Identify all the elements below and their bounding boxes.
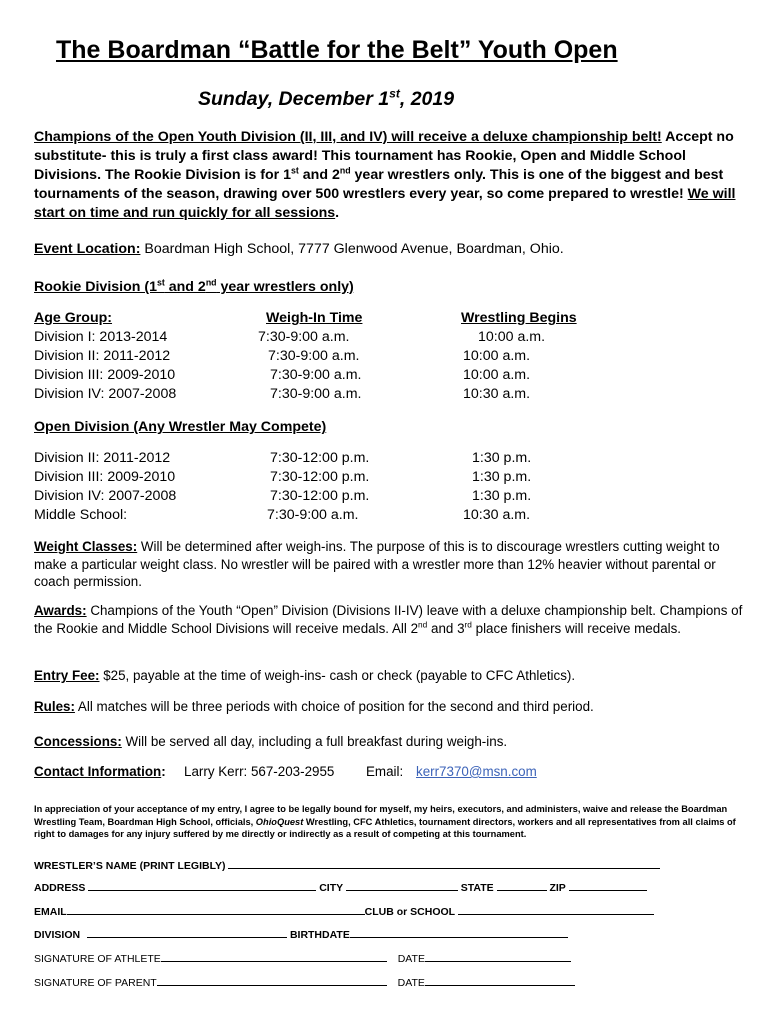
col-age-group: Age Group: (34, 310, 113, 326)
table-row: Division II: 2011-2012 7:30-12:00 p.m. 1:30 p.m. (34, 450, 532, 466)
address-field[interactable] (88, 880, 316, 891)
form-row-athlete-signature: SIGNATURE OF ATHLETE DATE (34, 951, 571, 965)
division-field[interactable] (87, 927, 287, 938)
col-wrestling-begins: Wrestling Begins (461, 310, 577, 326)
email-label: Email: (366, 764, 404, 779)
city-field[interactable] (346, 880, 458, 891)
wrestler-name-field[interactable] (228, 858, 660, 869)
zip-field[interactable] (569, 880, 647, 891)
form-row-address: ADDRESS CITY STATE ZIP (34, 880, 647, 894)
event-date: Sunday, December 1st, 2019 (198, 86, 455, 110)
form-row-parent-signature: SIGNATURE OF PARENT DATE (34, 975, 575, 989)
col-weigh-in: Weigh-In Time (266, 310, 363, 326)
open-division-heading: Open Division (Any Wrestler May Compete) (34, 419, 327, 435)
page-title: The Boardman “Battle for the Belt” Youth Open (56, 36, 618, 64)
contact-name-phone: Larry Kerr: 567-203-2955 (184, 764, 335, 779)
rules-paragraph: Rules: All matches will be three periods with choice of position for the second and third period. (34, 699, 594, 714)
form-row-email: EMAIL CLUB or SCHOOL (34, 904, 654, 918)
weight-classes-paragraph: Weight Classes: Will be determined after weigh-ins. The purpose of this is to discourage wrestlers cutting weight to make a particular weight class. No wrestler will be paired with a wrestler more than 12% heavier without parental or coach permission. (34, 539, 720, 589)
birthdate-field[interactable] (350, 927, 568, 938)
club-school-field[interactable] (458, 904, 654, 915)
table-row: Division II: 2011-2012 7:30-9:00 a.m. 10:00 a.m. (34, 348, 531, 364)
event-location: Event Location: Boardman High School, 7777 Glenwood Avenue, Boardman, Ohio. (34, 241, 564, 257)
table-row: Division III: 2009-2010 7:30-9:00 a.m. 10:00 a.m. (34, 367, 531, 383)
athlete-signature-field[interactable] (161, 951, 387, 962)
table-row: Division IV: 2007-2008 7:30-12:00 p.m. 1:30 p.m. (34, 488, 532, 504)
contact-email-link[interactable]: kerr7370@msn.com (416, 764, 537, 779)
form-row-division: DIVISION BIRTHDATE (34, 927, 568, 941)
email-field[interactable] (67, 904, 365, 915)
table-row: Middle School: 7:30-9:00 a.m. 10:30 a.m. (34, 507, 531, 523)
schedule-header-row (34, 310, 754, 329)
form-row-name: WRESTLER’S NAME (PRINT LEGIBLY) (34, 858, 660, 872)
awards-paragraph: Awards: Champions of the Youth “Open” Division (Divisions II-IV) leave with a deluxe championship belt. Champions of the Rookie and Middle School Divisions will receive medals. All 2nd and 3rd place finishers will receive medals. (34, 603, 743, 636)
intro-paragraph: Champions of the Open Youth Division (II, III, and IV) will receive a deluxe championship belt! Accept no substitute- this is truly a first class award! This tournament has Rookie, Open and Middle School Divisions. The Rookie Division is for 1st and 2nd year wrestlers only. This is one of the biggest and best tournaments of the season, drawing over 500 wrestlers every year, so come prepared to wrestle! We will start on time and run quickly for all sessions. (34, 129, 736, 221)
table-row: Division III: 2009-2010 7:30-12:00 p.m. 1:30 p.m. (34, 469, 532, 485)
parent-date-field[interactable] (425, 975, 575, 986)
entry-fee-paragraph: Entry Fee: $25, payable at the time of weigh-ins- cash or check (payable to CFC Athletics). (34, 668, 576, 683)
table-row: Division I: 2013-2014 7:30-9:00 a.m. 10:00 a.m. (34, 329, 546, 345)
concessions-paragraph: Concessions: Will be served all day, including a full breakfast during weigh-ins. (34, 734, 508, 749)
parent-signature-field[interactable] (157, 975, 387, 986)
athlete-date-field[interactable] (425, 951, 571, 962)
contact-information: Contact Information: Larry Kerr: 567-203-2955 Email: kerr7370@msn.com (34, 764, 537, 779)
table-row: Division IV: 2007-2008 7:30-9:00 a.m. 10:30 a.m. (34, 386, 531, 402)
liability-waiver: In appreciation of your acceptance of my entry, I agree to be legally bound for myself, my heirs, executors, and administers, waive and release the Boardman Wrestling Team, Boardman High School, officials, OhioQuest Wrestling, CFC Athletics, tournament directors, workers and all representatives from all claims of right to damages for any injury suffered by me directly or indirectly as a result of competing at this tournament. (34, 804, 736, 840)
state-field[interactable] (497, 880, 547, 891)
rookie-division-heading: Rookie Division (1st and 2nd year wrestlers only) (34, 277, 354, 295)
